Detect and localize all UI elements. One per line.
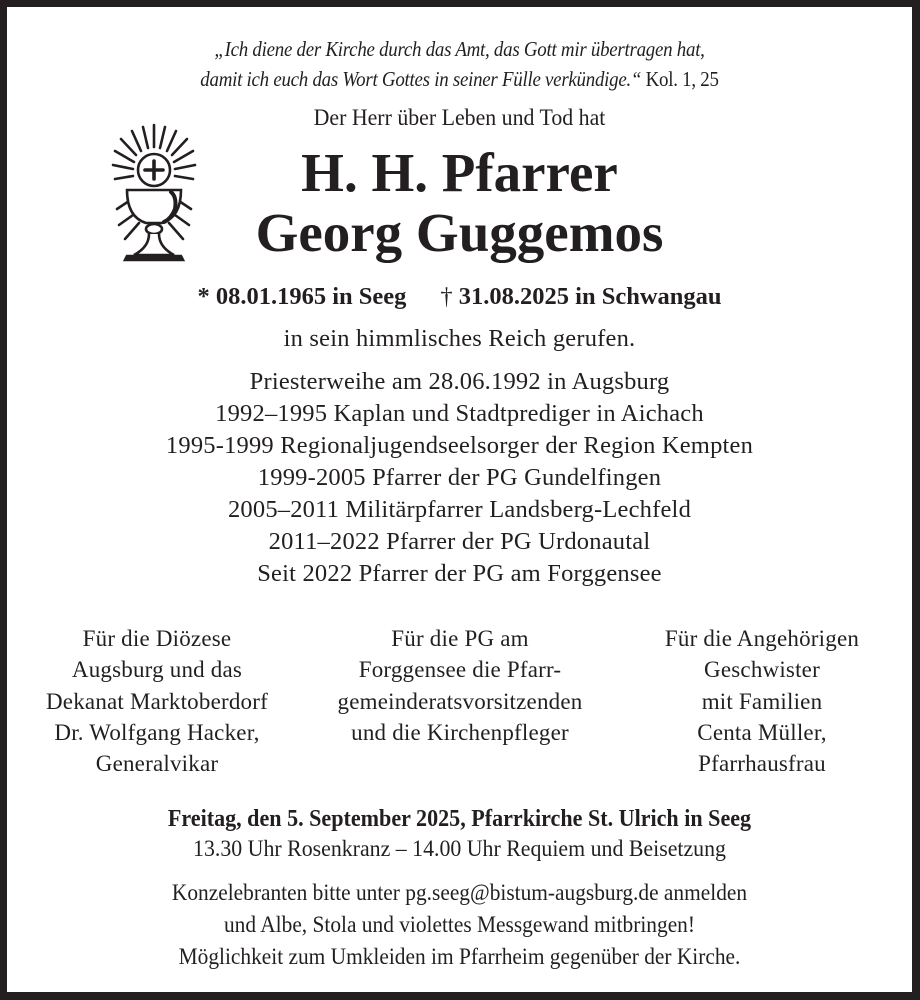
mourner-line: Augsburg und das [71, 657, 243, 683]
obituary-notice [7, 7, 912, 992]
bio-line: Priesterweihe am 28.06.1992 in Augsburg [249, 368, 670, 395]
quote-reference: Kol. 1, 25 [641, 67, 719, 91]
mourner-line: Centa Müller, [697, 719, 827, 745]
called-home-text: in sein himmlisches Reich gerufen. [283, 325, 636, 352]
bio-line: 1995-1999 Regionaljugendseelsorger der Region Kempten [165, 432, 754, 459]
death-symbol: † [440, 283, 453, 310]
deceased-title: H. H. Pfarrer [301, 142, 618, 203]
life-dates [7, 283, 912, 311]
birth-date: * 08.01.1965 in Seeg [197, 283, 407, 310]
mourner-line: Für die Diözese [82, 626, 232, 651]
mourner-line: Forggensee die Pfarr- [358, 657, 562, 683]
mourner-line: Pfarrhausfrau [698, 751, 826, 777]
bio-line: 1992–1995 Kaplan und Stadtprediger in Aichach [215, 400, 704, 427]
note-line-1 [48, 880, 872, 907]
deceased-name: Georg Guggemos [255, 202, 664, 263]
bible-quote-line-1 [61, 37, 857, 62]
mourner-line: gemeinderatsvorsitzenden [337, 688, 583, 714]
mourner-line: Generalvikar [95, 751, 219, 777]
death-date: 31.08.2025 in Schwangau [452, 283, 722, 310]
contact-email: pg.seeg@bistum-augsburg.de [405, 880, 659, 906]
note-text: anmelden [658, 880, 748, 906]
mourner-line: Geschwister [704, 657, 820, 683]
mourner-line: und die Kirchenpfleger [351, 719, 569, 745]
mourner-column-parish [310, 623, 610, 748]
service-schedule: 13.30 Uhr Rosenkranz – 14.00 Uhr Requiem und Beisetzung [193, 836, 726, 862]
note-line-3: Möglichkeit zum Umkleiden im Pfarrheim gegenüber der Kirche. [178, 944, 741, 970]
mourner-line: Dekanat Marktoberdorf [46, 688, 268, 714]
bio-line: 2011–2022 Pfarrer der PG Urdonautal [268, 528, 651, 555]
mourner-line: Dr. Wolfgang Hacker, [54, 719, 260, 745]
lead-in-text: Der Herr über Leben und Tod hat [313, 105, 606, 131]
bio-line: 1999-2005 Pfarrer der PG Gundelfingen [257, 464, 662, 491]
mourner-line: Für die Angehörigen [664, 626, 860, 651]
quote-text: damit ich euch das Wort Gottes in seiner Fülle verkündige.“ [200, 67, 642, 91]
bio-line: Seit 2022 Pfarrer der PG am Forggensee [257, 560, 662, 587]
note-text: Konzelebranten bitte unter [171, 880, 406, 906]
bible-quote-line-2 [61, 67, 857, 92]
note-line-2: und Albe, Stola und violettes Messgewand mitbringen! [223, 912, 696, 938]
service-heading: Freitag, den 5. September 2025, Pfarrkirche St. Ulrich in Seeg [167, 806, 752, 832]
quote-text: „Ich diene der Kirche durch das Amt, das Gott mir übertragen hat, [214, 37, 705, 61]
bio-line: 2005–2011 Militärpfarrer Landsberg-Lechfeld [227, 496, 692, 523]
mourner-line: Für die PG am [391, 626, 529, 651]
mourner-column-family [612, 623, 912, 779]
mourner-column-diocese [7, 623, 307, 779]
mourner-line: mit Familien [701, 688, 823, 714]
